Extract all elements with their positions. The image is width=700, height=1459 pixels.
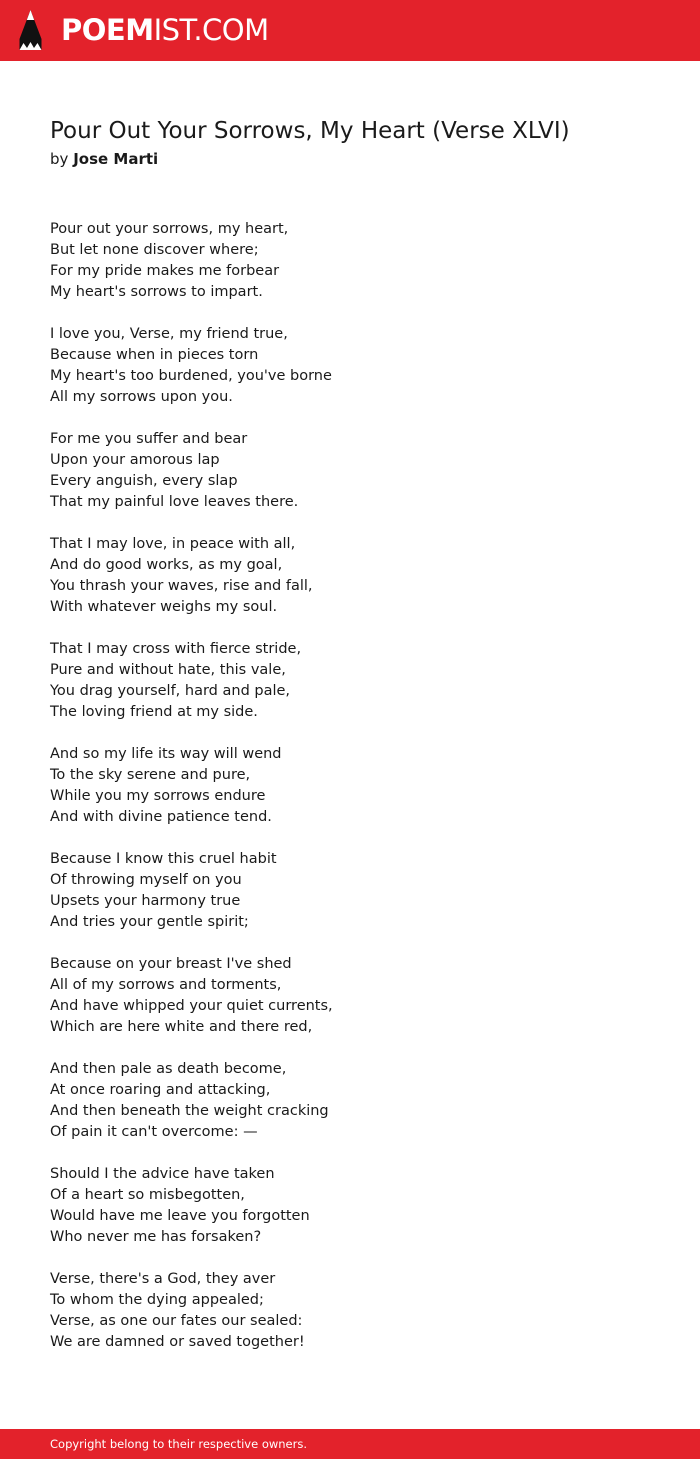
poem-stanza	[50, 534, 650, 618]
poem-stanza	[50, 1269, 650, 1353]
poem-line: I love you, Verse, my friend true,	[50, 326, 288, 342]
poem-line: Pure and without hate, this vale,	[50, 662, 286, 678]
poem-stanza	[50, 324, 650, 408]
poem-line: Who never me has forsaken?	[50, 1229, 262, 1245]
poem-line: Pour out your sorrows, my heart,	[50, 221, 289, 237]
poem-line: And tries your gentle spirit;	[50, 914, 249, 930]
poem-line: All my sorrows upon you.	[50, 389, 233, 405]
poem-title: Pour Out Your Sorrows, My Heart (Verse XLVI)	[50, 118, 570, 144]
poem-line: Because on your breast I've shed	[50, 956, 292, 972]
poem-line: That I may love, in peace with all,	[50, 536, 296, 552]
poem-line: While you my sorrows endure	[50, 788, 266, 804]
poem-byline	[50, 148, 158, 170]
poem-line: To whom the dying appealed;	[50, 1292, 264, 1308]
poem-stanza	[50, 1059, 650, 1143]
byline-prefix: by	[50, 150, 69, 168]
poem-line: My heart's sorrows to impart.	[50, 284, 263, 300]
poem-line: And have whipped your quiet currents,	[50, 998, 333, 1014]
poem-line: To the sky serene and pure,	[50, 767, 251, 783]
poem-line: All of my sorrows and torments,	[50, 977, 282, 993]
poem-line: But let none discover where;	[50, 242, 259, 258]
site-footer	[0, 1429, 700, 1459]
poem-line: Which are here white and there red,	[50, 1019, 313, 1035]
poem-stanza	[50, 219, 650, 303]
poem-line: And then beneath the weight cracking	[50, 1103, 329, 1119]
poem-stanza	[50, 954, 650, 1038]
site-logo-text	[61, 9, 269, 51]
poem-line: And so my life its way will wend	[50, 746, 282, 762]
poem-line: With whatever weighs my soul.	[50, 599, 278, 615]
poem-line: For my pride makes me forbear	[50, 263, 280, 279]
poem-line: Verse, as one our fates our sealed:	[50, 1313, 303, 1329]
poem-line: My heart's too burdened, you've borne	[50, 368, 332, 384]
poem-line: Of pain it can't overcome: —	[50, 1124, 258, 1140]
poem-line: Upsets your harmony true	[50, 893, 241, 909]
poem-line: The loving friend at my side.	[50, 704, 258, 720]
logo-light-part: IST.COM	[153, 13, 269, 47]
poem-line: Should I the advice have taken	[50, 1166, 275, 1182]
site-logo-link[interactable]	[18, 9, 269, 51]
poem-line: That my painful love leaves there.	[50, 494, 299, 510]
poem-stanza	[50, 849, 650, 933]
poem-stanza	[50, 744, 650, 828]
poem-line: Because I know this cruel habit	[50, 851, 277, 867]
poem-line: Of throwing myself on you	[50, 872, 242, 888]
pencil-logo-icon	[18, 9, 43, 51]
copyright-notice: Copyright belong to their respective owners.	[50, 1437, 308, 1451]
poem-line: Upon your amorous lap	[50, 452, 220, 468]
poem-line: Every anguish, every slap	[50, 473, 238, 489]
poem-line: And then pale as death become,	[50, 1061, 287, 1077]
poem-stanza	[50, 429, 650, 513]
poem-line: At once roaring and attacking,	[50, 1082, 271, 1098]
logo-bold-part: POEM	[61, 13, 154, 47]
poem-line: You thrash your waves, rise and fall,	[50, 578, 313, 594]
poem-line: We are damned or saved together!	[50, 1334, 305, 1350]
poem-line: And with divine patience tend.	[50, 809, 272, 825]
poem-line: Because when in pieces torn	[50, 347, 259, 363]
poem-stanza	[50, 1164, 650, 1248]
poem-line: And do good works, as my goal,	[50, 557, 283, 573]
poem-body	[50, 219, 650, 1374]
poem-line: Would have me leave you forgotten	[50, 1208, 310, 1224]
poem-stanza	[50, 639, 650, 723]
poem-line: For me you suffer and bear	[50, 431, 248, 447]
poem-line: You drag yourself, hard and pale,	[50, 683, 291, 699]
poem-line: Verse, there's a God, they aver	[50, 1271, 276, 1287]
site-header	[0, 0, 700, 61]
poem-line: Of a heart so misbegotten,	[50, 1187, 245, 1203]
poem-line: That I may cross with fierce stride,	[50, 641, 302, 657]
poem-author: Jose Marti	[73, 150, 159, 168]
